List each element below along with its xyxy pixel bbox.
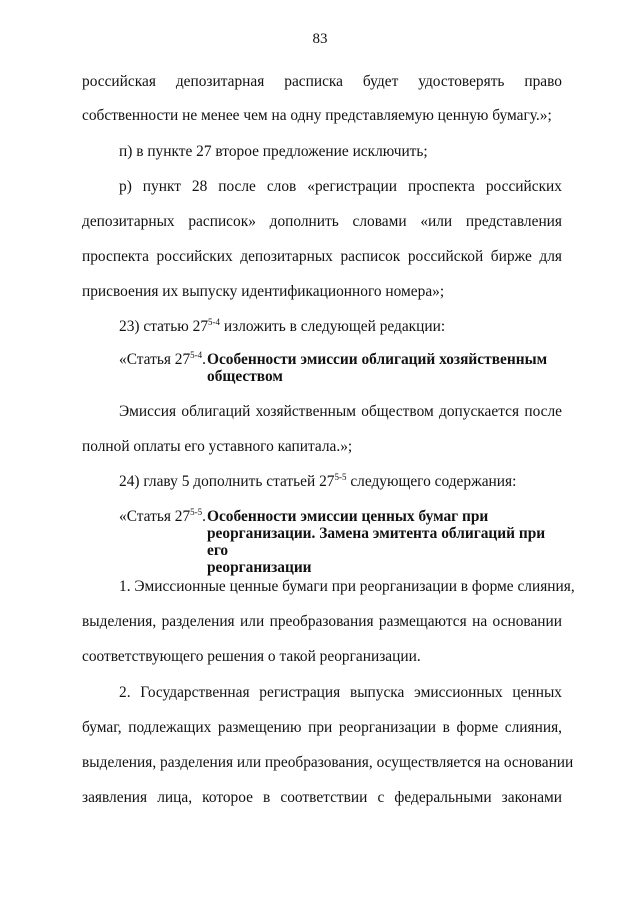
article-label: «Статья 27$^{5-5}$. xyxy=(119,507,207,525)
text-run: 23) статью 27 xyxy=(119,318,209,335)
text-line: проспекта российских депозитарных расписок российской бирже для xyxy=(82,248,562,265)
text-line: российская депозитарная расписка будет удостоверять право xyxy=(82,73,562,90)
text-run: изложить в следующей редакции: xyxy=(220,318,446,335)
article-title: Особенности эмиссии ценных бумаг при реорганизации. Замена эмитента облигаций при его реорганизации xyxy=(207,508,546,576)
text-line: депозитарных расписок» дополнить словами «или представления xyxy=(82,213,562,230)
text-line: п) в пункте 27 второе предложение исключить; xyxy=(119,143,428,160)
text-line: соответствующего решения о такой реорганизации. xyxy=(82,648,421,665)
text-run: следующего содержания: xyxy=(346,473,517,490)
text-line: присвоения их выпуску идентификационного номера»; xyxy=(82,283,445,300)
text-line: 1. Эмиссионные ценные бумаги при реорганизации в форме слияния, xyxy=(119,578,575,595)
text-line: собственности не менее чем на одну представляемую ценную бумагу.»; xyxy=(82,107,552,124)
page-number: 83 xyxy=(312,31,328,47)
superscript: 5-4 xyxy=(208,317,221,327)
text-line: выделения, разделения или преобразования размещаются на основании xyxy=(82,613,562,630)
text-line: 2. Государственная регистрация выпуска эмиссионных ценных xyxy=(119,684,562,701)
text-run: 24) главу 5 дополнить статьей 27 xyxy=(119,473,335,490)
text-line: бумаг, подлежащих размещению при реорганизации в форме слияния, xyxy=(82,719,562,736)
text-line: выделения, разделения или преобразования, осуществляется на основании xyxy=(82,754,574,771)
text-line: заявления лица, которое в соответствии с федеральными законами xyxy=(82,789,562,806)
article-label: «Статья 27$^{5-4}$. xyxy=(119,350,207,368)
text-line xyxy=(119,473,562,491)
article-title: Особенности эмиссии облигаций хозяйственным обществом xyxy=(207,351,548,385)
superscript: 5-5 xyxy=(334,472,347,482)
text-line: р) пункт 28 после слов «регистрации проспекта российских xyxy=(119,178,562,195)
text-line: Эмиссия облигаций хозяйственным обществом допускается после xyxy=(119,403,562,420)
text-line xyxy=(119,318,562,336)
text-line: полной оплаты его уставного капитала.»; xyxy=(82,438,353,455)
